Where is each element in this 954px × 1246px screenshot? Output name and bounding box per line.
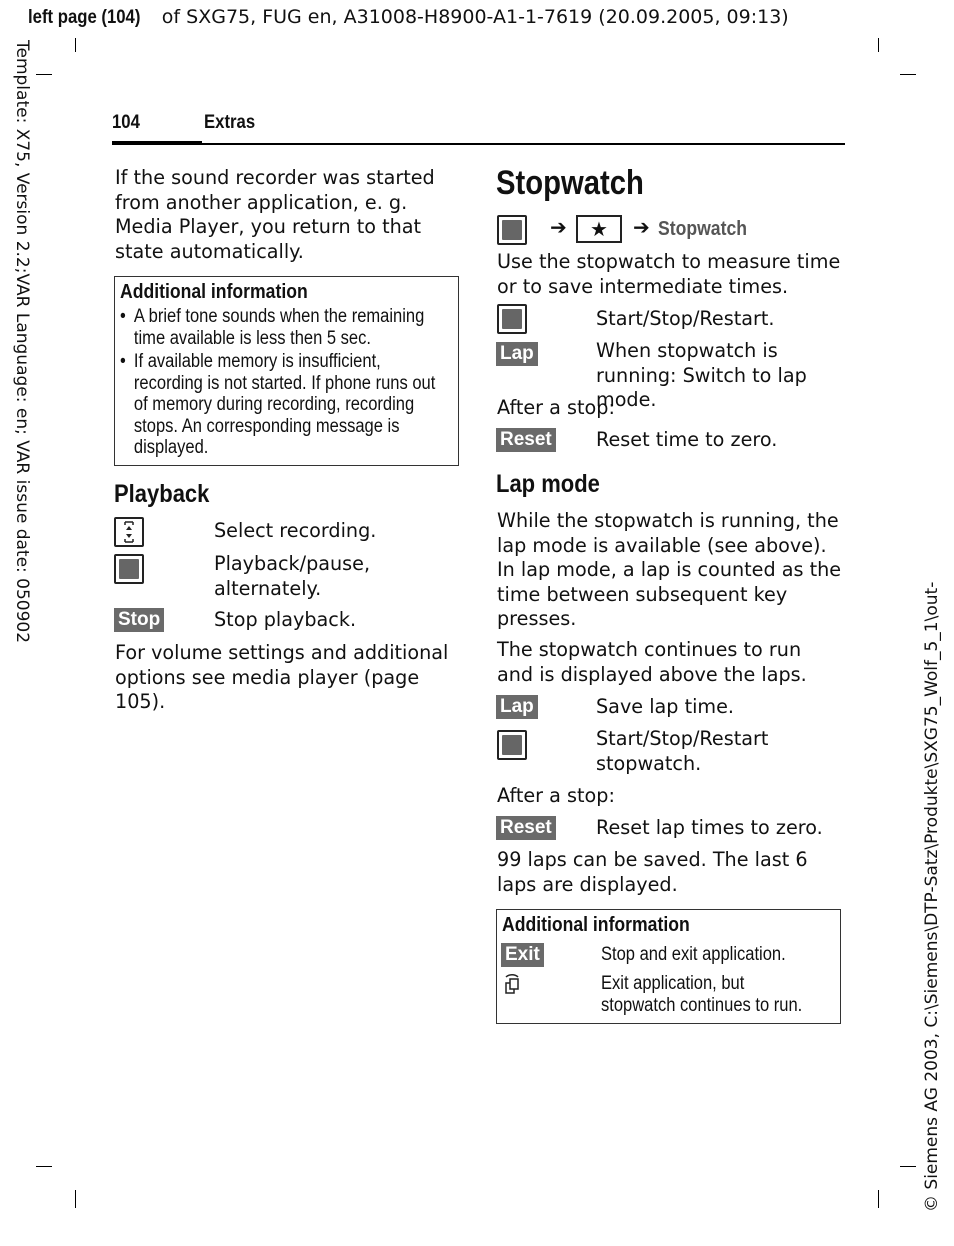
reset-softkey: Reset [496, 428, 556, 452]
crop-mark [900, 1166, 916, 1167]
center-key-icon [114, 554, 144, 584]
arrow-icon: ➔ [633, 215, 650, 239]
info-box-title: Additional information [502, 914, 690, 936]
laps-saved-note: 99 laps can be saved. The last 6 laps are displayed. [497, 848, 808, 896]
recorder-return-paragraph: If the sound recorder was started from another application, e. g. Media Player, you return to that state automatically. [115, 166, 435, 263]
arrow-icon: ➔ [550, 215, 567, 239]
stop-softkey: Stop [114, 608, 164, 632]
stopwatch-row-text: Start/Stop/Restart. [596, 307, 775, 330]
end-key-icon [501, 973, 523, 1001]
menu-path-label: Stopwatch [658, 218, 747, 240]
after-stop-label: After a stop: [497, 396, 615, 419]
lap-mode-heading: Lap mode [496, 470, 600, 498]
lap-mode-paragraph: While the stopwatch is running, the lap mode is available (see above). In lap mode, a lap is counted as the time between subsequent key presses. [497, 509, 842, 630]
lap-row-text: Start/Stop/Restart stopwatch. [596, 727, 769, 775]
reset-softkey: Reset [496, 816, 556, 840]
lap-softkey: Lap [496, 342, 538, 366]
lap-row-text: Reset lap times to zero. [596, 816, 823, 839]
stopwatch-row-text: When stopwatch is running: Switch to lap mode. [596, 339, 807, 411]
side-copyright-text: © Siemens AG 2003, C:\Siemens\DTP-Satz\Produkte\SXG75_Wolf_5_1\out- [922, 581, 942, 1212]
stopwatch-row-text: Reset time to zero. [596, 428, 778, 451]
crop-mark [878, 38, 879, 52]
after-stop-label: After a stop: [497, 784, 615, 807]
running-title: Extras [204, 112, 256, 133]
header-rule [112, 143, 845, 145]
exit-softkey: Exit [501, 943, 544, 967]
info-box-stopwatch [496, 909, 841, 1024]
stopwatch-heading: Stopwatch [496, 164, 644, 202]
crop-mark [75, 38, 76, 52]
info-row-text: Stop and exit application. [601, 944, 786, 965]
crop-mark [75, 1190, 76, 1208]
lap-softkey: Lap [496, 695, 538, 719]
playback-row-text: Playback/pause, alternately. [214, 552, 371, 600]
crop-mark [878, 1190, 879, 1208]
playback-row-text: Select recording. [214, 519, 377, 542]
lap-row-text: Save lap time. [596, 695, 735, 718]
print-header-rest: of SXG75, FUG en, A31008-H8900-A1-1-7619 (20.09.2005, 09:13) [155, 6, 789, 28]
playback-heading: Playback [114, 480, 210, 508]
info-box-recorder [114, 276, 459, 466]
navigation-key-icon [114, 517, 144, 547]
crop-mark [900, 74, 916, 75]
info-row-text: Exit application, but stopwatch continues to run. [601, 973, 803, 1016]
info-bullet: • A brief tone sounds when the remaining time available is less then 5 sec. [120, 306, 425, 349]
center-key-icon [497, 215, 527, 245]
stopwatch-intro: Use the stopwatch to measure time or to save intermediate times. [497, 250, 841, 298]
lap-display-paragraph: The stopwatch continues to run and is displayed above the laps. [497, 638, 807, 686]
center-key-icon [497, 304, 527, 334]
info-bullet-list [120, 306, 451, 459]
side-template-text: Template: X75, Version 2.2;VAR Language: en; VAR issue date: 050902 [12, 40, 32, 644]
crop-mark [36, 1166, 52, 1167]
center-key-icon [497, 730, 527, 760]
print-header-bold: left page (104) [28, 7, 141, 28]
crop-mark [36, 74, 52, 75]
star-key-icon: ★ [576, 215, 622, 243]
playback-row-text: Stop playback. [214, 608, 357, 631]
page-number: 104 [112, 112, 140, 133]
info-box-title: Additional information [120, 281, 308, 303]
print-header [28, 6, 789, 29]
volume-note: For volume settings and additional options see media player (page 105). [115, 641, 449, 713]
info-bullet: • If available memory is insufficient, recording is not started. If phone runs out of memory during recording, recording stops. An corresponding message is displayed. [120, 351, 436, 458]
